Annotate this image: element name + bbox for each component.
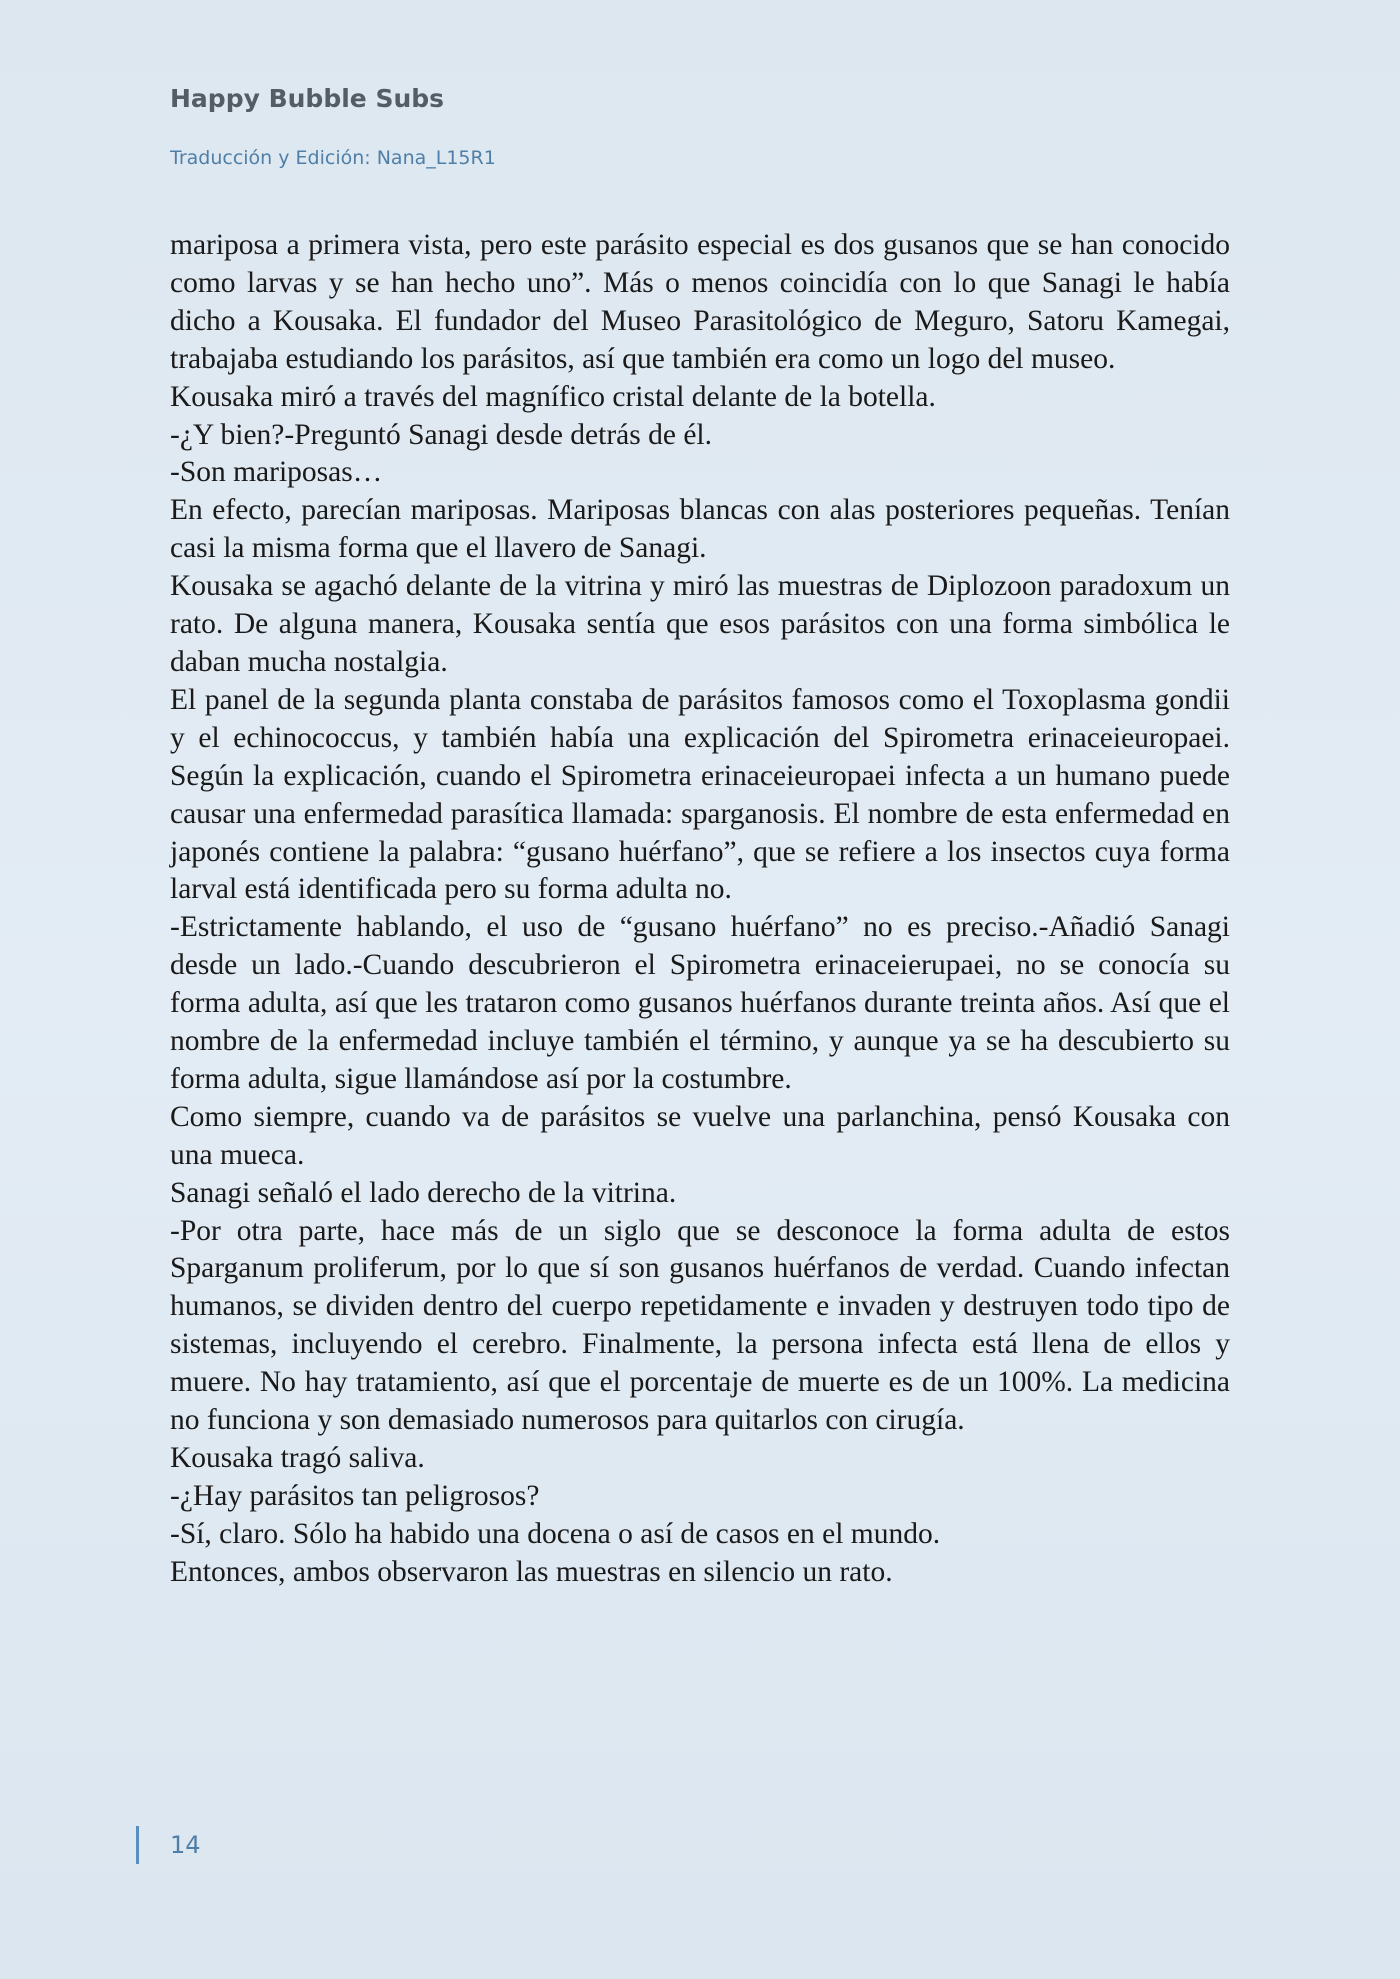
paragraph: -Son mariposas… xyxy=(170,456,383,489)
paragraph: Kousaka tragó saliva. xyxy=(170,1442,425,1474)
paragraph: -Estrictamente hablando, el uso de “gusano huérfano” no es preciso.-Añadió Sanagi desde un lado.-Cuando descubrieron el Spirometra erinaceierupaei, no se conocía su forma adulta, así que les trataron como gusanos huérfanos durante treinta años. Así que el nombre de la enfermedad incluye también el término, y aunque ya se ha descubierto su forma adulta, sigue llamándose así por la costumbre. xyxy=(170,911,1230,1095)
page-number: 14 xyxy=(170,1831,201,1859)
paragraph: mariposa a primera vista, pero este parásito especial es dos gusanos que se han conocido como larvas y se han hecho uno”. Más o menos coincidía con lo que Sanagi le había dicho a Kousaka. El fundador del Museo Parasitológico de Meguro, Satoru Kamegai, trabajaba estudiando los parásitos, así que también era como un logo del museo. xyxy=(170,229,1230,375)
paragraph: Kousaka miró a través del magnífico cristal delante de la botella. xyxy=(170,380,936,413)
paragraph: -Sí, claro. Sólo ha habido una docena o así de casos en el mundo. xyxy=(170,1517,941,1550)
paragraph: -¿Hay parásitos tan peligrosos? xyxy=(170,1479,540,1512)
paragraph: -Por otra parte, hace más de un siglo que se desconoce la forma adulta de estos Sparganum proliferum, por lo que sí son gusanos huérfanos de verdad. Cuando infectan humanos, se dividen dentro del cuerpo repetidamente e invaden y destruyen todo tipo de sistemas, incluyendo el cerebro. Finalmente, la persona infecta está llena de ellos y muere. No hay tratamiento, así que el porcentaje de muerte es de un 100%. La medicina no funciona y son demasiado numerosos para quitarlos con cirugía. xyxy=(170,1214,1230,1437)
paragraph: Sanagi señaló el lado derecho de la vitrina. xyxy=(170,1176,677,1209)
paragraph: Entonces, ambos observaron las muestras en silencio un rato. xyxy=(170,1555,893,1588)
paragraph: Kousaka se agachó delante de la vitrina y miró las muestras de Diplozoon paradoxum un rato. De alguna manera, Kousaka sentía que esos parásitos con una forma simbólica le daban mucha nostalgia. xyxy=(170,570,1230,678)
body-text xyxy=(170,227,1230,1592)
footer-divider xyxy=(136,1826,139,1864)
header-title: Happy Bubble Subs xyxy=(170,84,445,113)
paragraph: En efecto, parecían mariposas. Mariposas blancas con alas posteriores pequeñas. Tenían casi la misma forma que el llavero de Sanagi. xyxy=(170,494,1230,565)
paragraph: El panel de la segunda planta constaba de parásitos famosos como el Toxoplasma gondii y el echinococcus, y también había una explicación del Spirometra erinaceieuropaei. Según la explicación, cuando el Spirometra erinaceieuropaei infecta a un humano puede causar una enfermedad parasítica llamada: sparganosis. El nombre de esta enfermedad en japonés contiene la palabra: “gusano huérfano”, que se refiere a los insectos cuya forma larval está identificada pero su forma adulta no. xyxy=(170,683,1230,906)
paragraph: Como siempre, cuando va de parásitos se vuelve una parlanchina, pensó Kousaka con una mueca. xyxy=(170,1100,1230,1171)
header-subtitle: Traducción y Edición: Nana_L15R1 xyxy=(170,147,496,169)
paragraph: -¿Y bien?-Preguntó Sanagi desde detrás de él. xyxy=(170,418,713,451)
